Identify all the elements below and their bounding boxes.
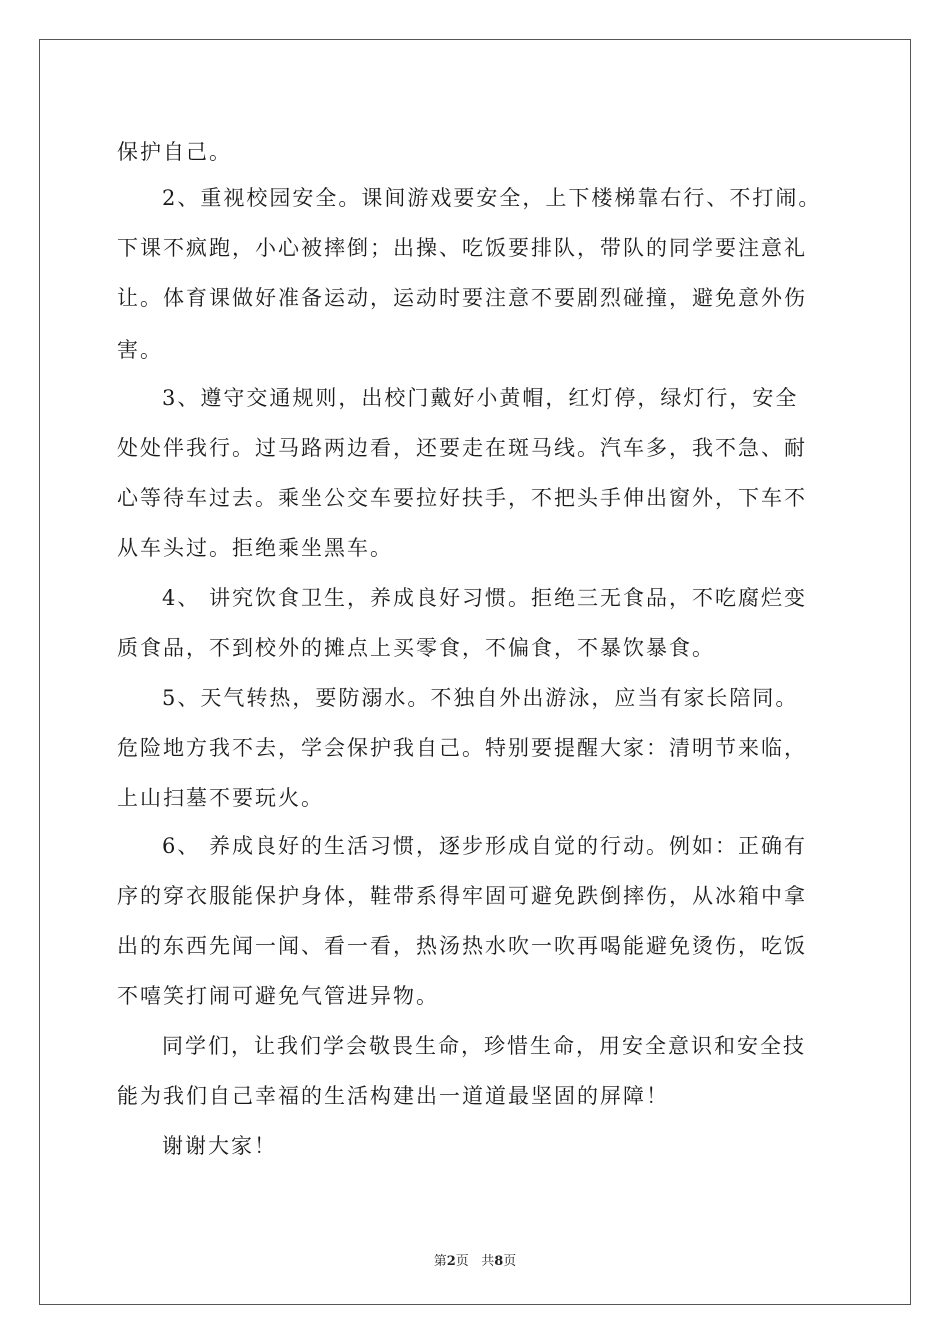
text-line: 出的东西先闻一闻、看一看，热汤热水吹一吹再喝能避免烫伤，吃饭	[117, 934, 807, 958]
text-line: 同学们，让我们学会敬畏生命，珍惜生命，用安全意识和安全技	[162, 1034, 806, 1058]
text-line: 3、遵守交通规则，出校门戴好小黄帽，红灯停，绿灯行，安全	[162, 386, 799, 410]
text-line: 害。	[117, 338, 163, 362]
text-line: 谢谢大家！	[162, 1134, 277, 1158]
text-line: 4、 讲究饮食卫生，养成良好习惯。拒绝三无食品，不吃腐烂变	[162, 586, 808, 610]
page-border	[39, 39, 911, 1305]
page-footer	[0, 1250, 950, 1269]
text-line: 序的穿衣服能保护身体，鞋带系得牢固可避免跌倒摔伤，从冰箱中拿	[117, 884, 807, 908]
text-line: 处处伴我行。过马路两边看，还要走在斑马线。汽车多，我不急、耐	[117, 436, 807, 460]
footer-page-total: 8	[494, 1254, 504, 1269]
footer-page-prefix: 第	[433, 1254, 447, 1269]
text-line: 能为我们自己幸福的生活构建出一道道最坚固的屏障！	[117, 1084, 669, 1108]
text-line: 不嘻笑打闹可避免气管进异物。	[117, 984, 439, 1008]
text-line: 保护自己。	[117, 140, 232, 164]
text-line: 上山扫墓不要玩火。	[117, 786, 324, 810]
text-line: 下课不疯跑，小心被摔倒；出操、吃饭要排队，带队的同学要注意礼	[117, 236, 807, 260]
text-line: 心等待车过去。乘坐公交车要拉好扶手，不把头手伸出窗外，下车不	[117, 486, 807, 510]
text-line: 让。体育课做好准备运动，运动时要注意不要剧烈碰撞，避免意外伤	[117, 286, 807, 310]
footer-total-suffix: 页	[503, 1254, 517, 1269]
text-line: 质食品，不到校外的摊点上买零食，不偏食，不暴饮暴食。	[117, 636, 715, 660]
text-line: 危险地方我不去，学会保护我自己。特别要提醒大家：清明节来临，	[117, 736, 807, 760]
text-line: 5、天气转热，要防溺水。不独自外出游泳，应当有家长陪同。	[162, 686, 799, 710]
text-line: 从车头过。拒绝乘坐黑车。	[117, 536, 393, 560]
text-line: 2、重视校园安全。课间游戏要安全，上下楼梯靠右行、不打闹。	[162, 186, 822, 210]
footer-total-prefix: 共	[481, 1254, 495, 1269]
footer-page-suffix: 页	[455, 1254, 469, 1269]
text-line: 6、 养成良好的生活习惯，逐步形成自觉的行动。例如：正确有	[162, 834, 808, 858]
footer-page-current: 2	[446, 1254, 456, 1269]
